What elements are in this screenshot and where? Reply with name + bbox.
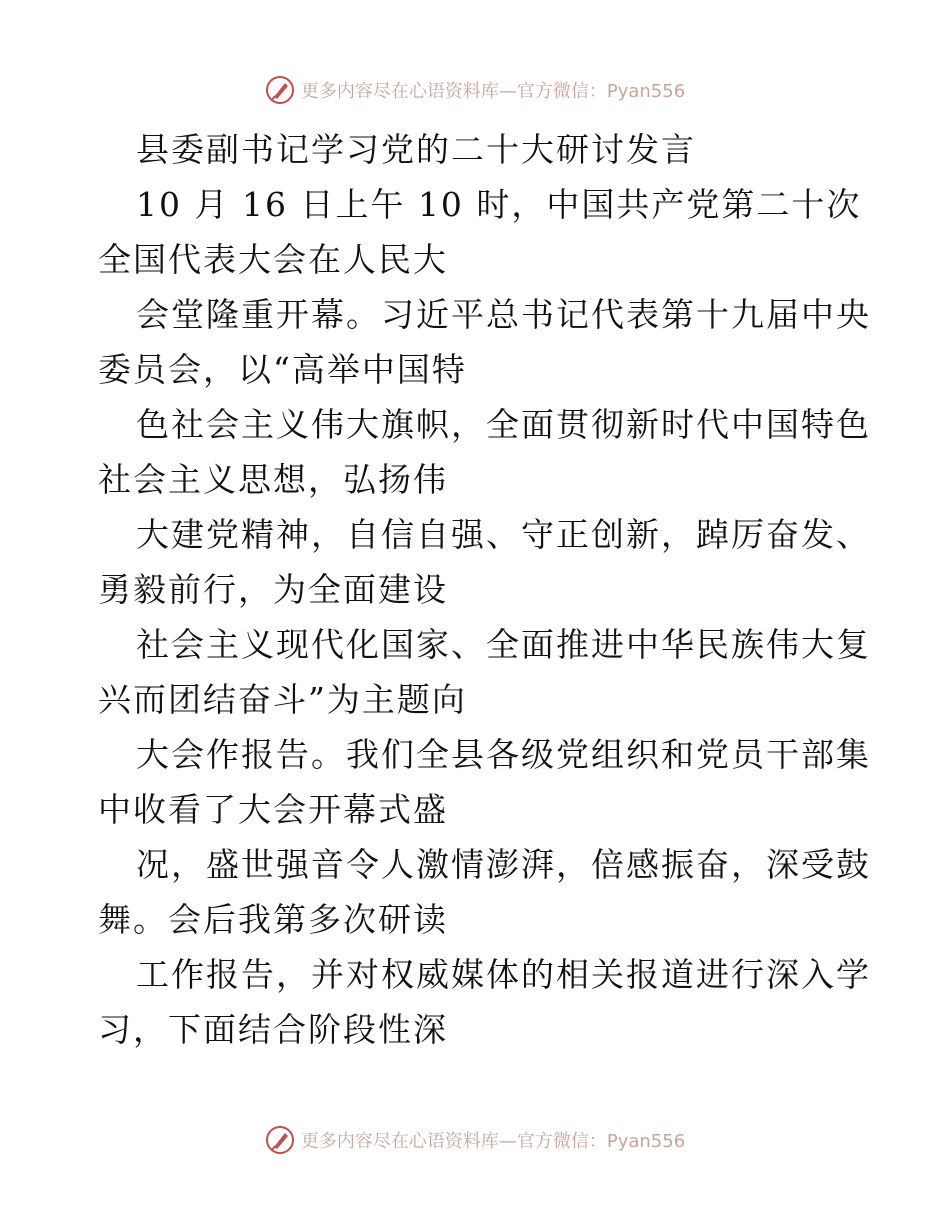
document-title: 县委副书记学习党的二十大研讨发言 [136,130,696,169]
text-line: 社会主义现代化国家、全面推进中华民族伟大复 [136,625,871,664]
document-body [98,122,871,1057]
quill-pen-logo-icon [265,1125,295,1155]
text-line: 中收看了大会开幕式盛 [98,790,448,829]
text-line: 兴而团结奋斗”为主题向 [98,680,467,719]
text-line: 工作报告，并对权威媒体的相关报道进行深入学 [136,955,871,994]
text-line: 况，盛世强音令人激情澎湃，倍感振奋，深受鼓 [136,845,871,884]
footer-banner [0,1120,950,1160]
text-line: 全国代表大会在人民大 [98,240,448,279]
text-line: 舞。会后我第多次研读 [98,900,448,939]
text-line: 习，下面结合阶段性深 [98,1010,448,1049]
text-line: 社会主义思想，弘扬伟 [98,460,448,499]
footer-banner-text: 更多内容尽在心语资料库—官方微信：Pyan556 [300,1131,686,1152]
header-banner [0,70,950,110]
quill-pen-logo-icon [265,75,295,105]
text-line: 会堂隆重开幕。习近平总书记代表第十九届中央 [136,295,871,334]
text-line: 大建党精神，自信自强、守正创新，踔厉奋发、 [136,515,871,554]
text-line: 勇毅前行，为全面建设 [98,570,448,609]
header-banner-text: 更多内容尽在心语资料库—官方微信：Pyan556 [300,81,686,102]
text-line: 10 月 16 日上午 10 时，中国共产党第二十次 [136,185,862,224]
text-line: 大会作报告。我们全县各级党组织和党员干部集 [136,735,871,774]
text-line: 色社会主义伟大旗帜，全面贯彻新时代中国特色 [136,405,871,444]
text-line: 委员会，以“高举中国特 [98,350,467,389]
